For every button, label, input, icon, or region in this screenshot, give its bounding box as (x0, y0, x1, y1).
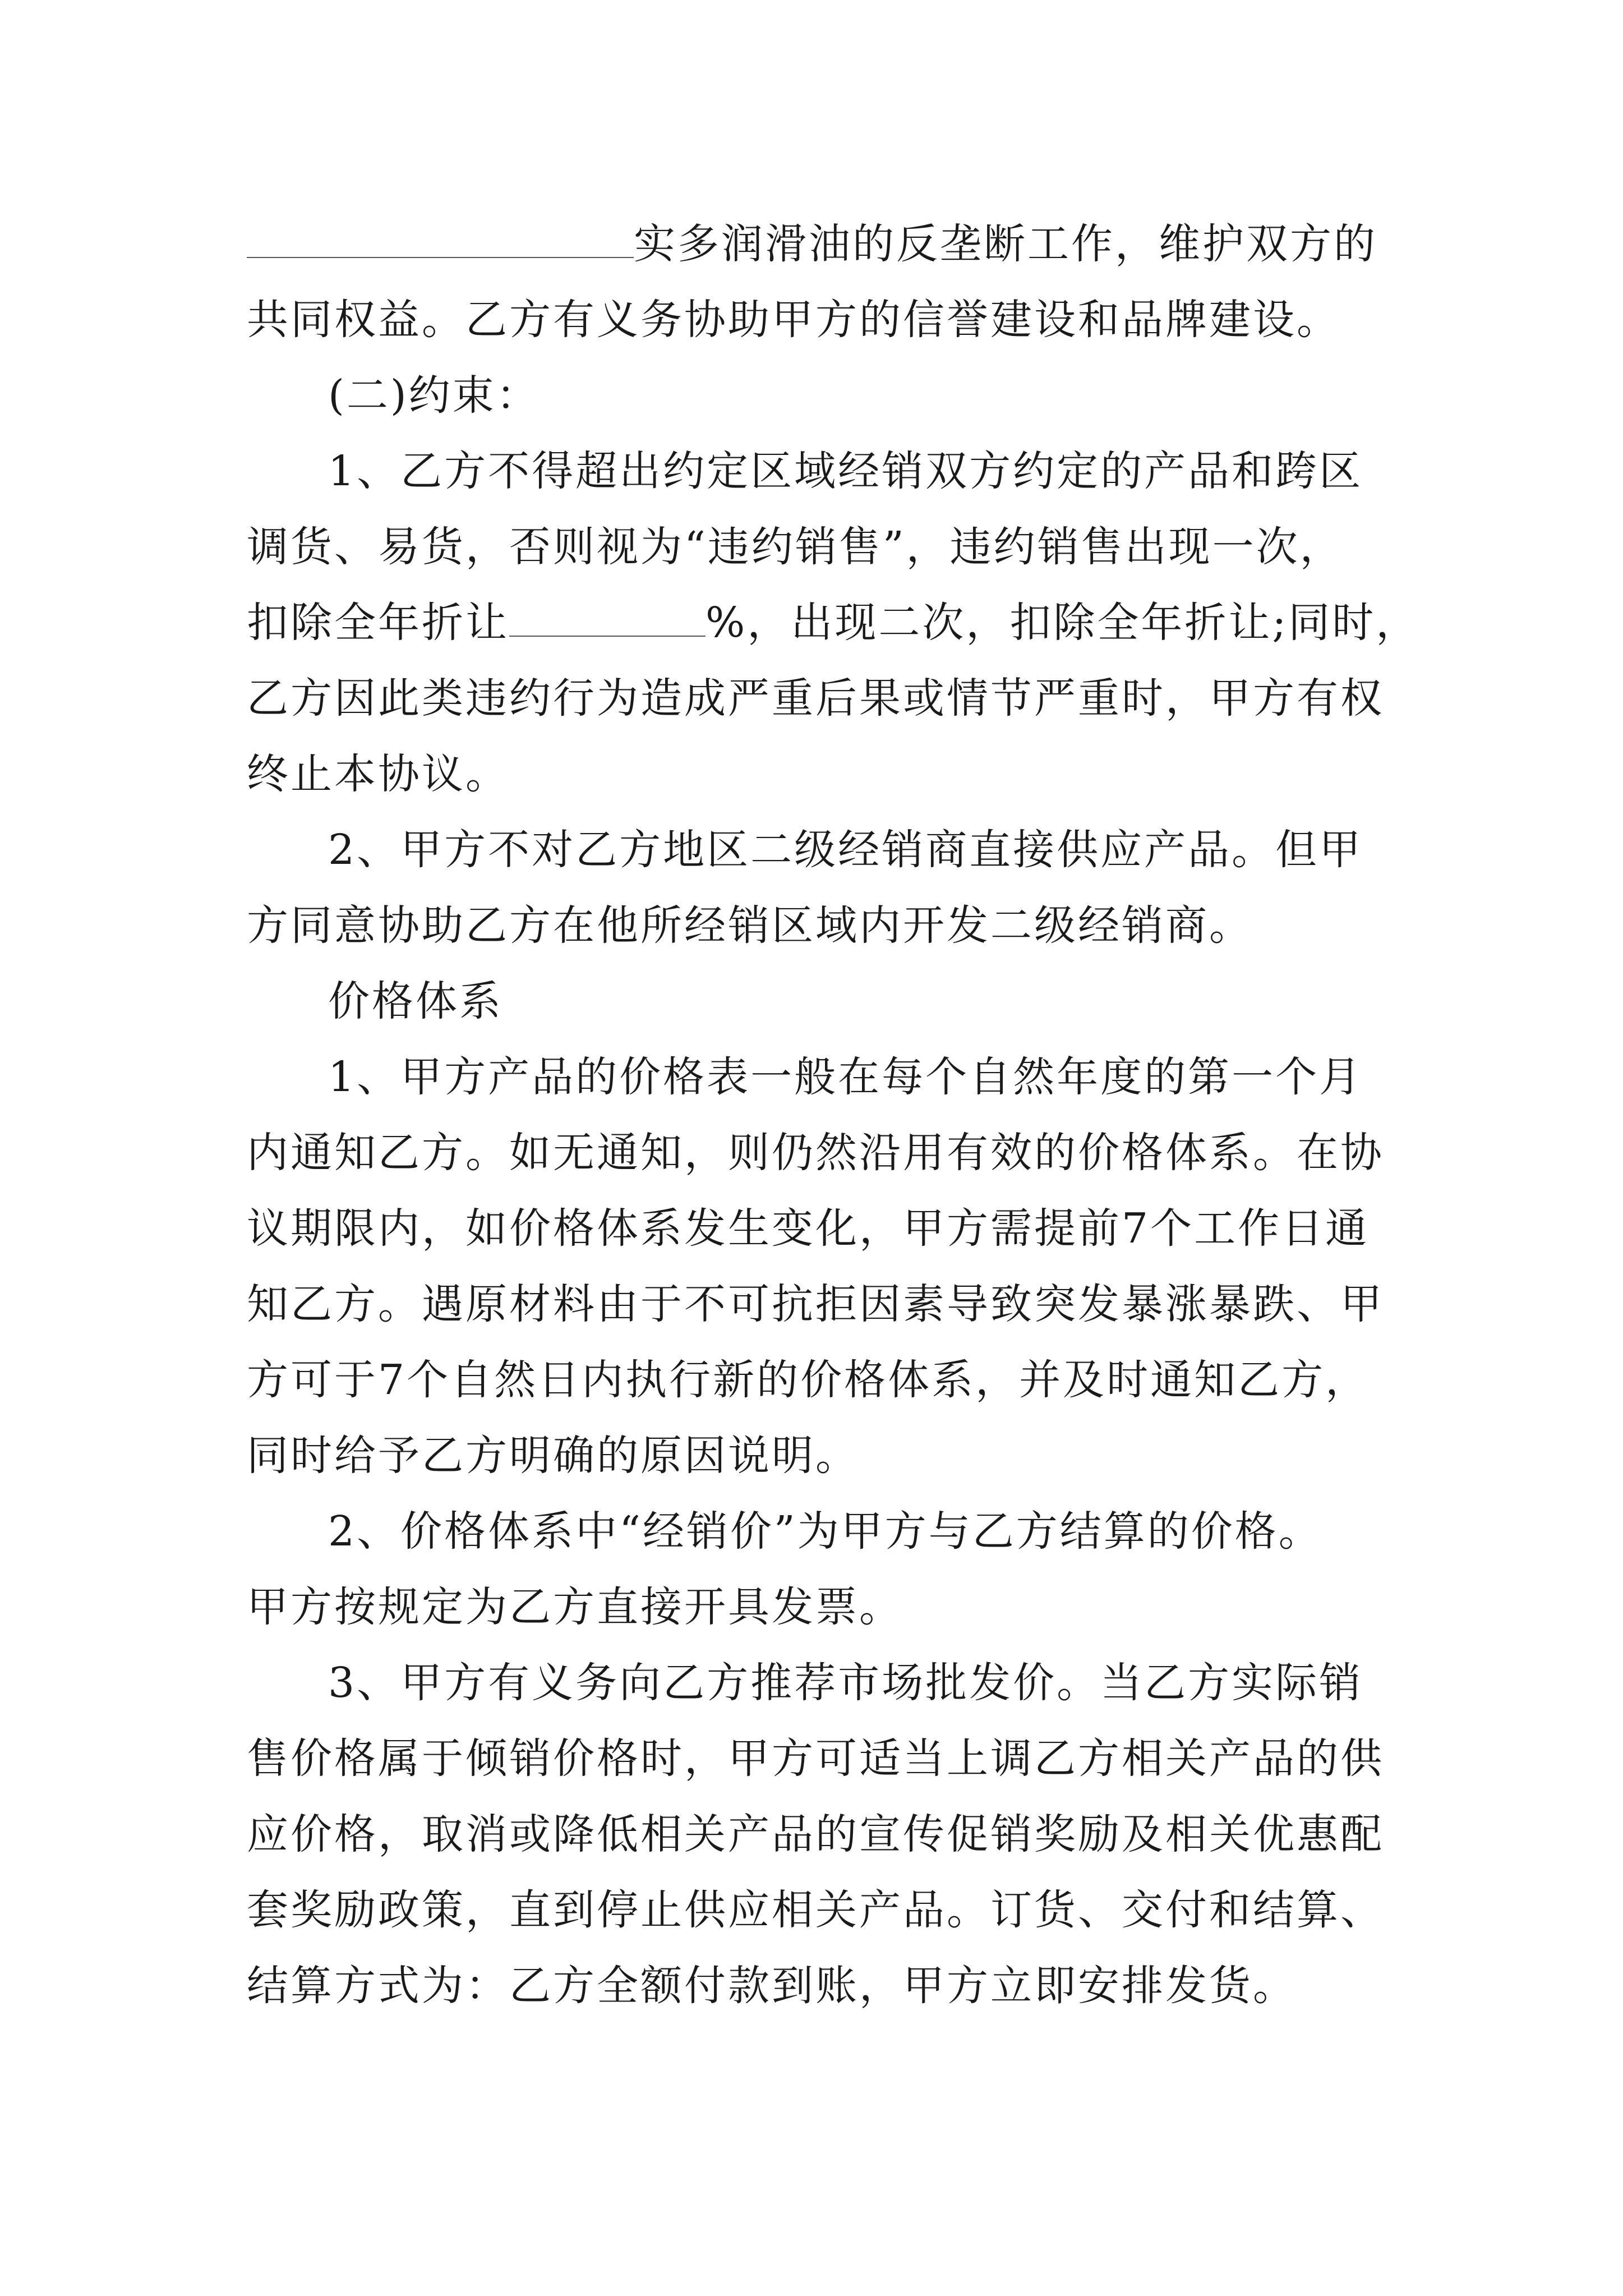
line-text: %，出现二次，扣除全年折让;同时， (706, 599, 1420, 647)
paragraph-line (247, 581, 1419, 665)
line-text: 方可于7个自然日内执行新的价格体系，并及时通知乙方， (247, 1356, 1370, 1404)
paragraph-line (247, 1186, 1369, 1271)
line-text: 方同意协助乙方在他所经销区域内开发二级经销商。 (247, 901, 1253, 950)
line-text: 价格体系 (328, 977, 503, 1025)
paragraph-line (247, 1565, 903, 1649)
paragraph-line (247, 656, 1384, 740)
section-heading (328, 353, 540, 438)
line-text: 售价格属于倾销价格时，甲方可适当上调乙方相关产品的供 (247, 1734, 1384, 1783)
line-text: 知乙方。遇原材料由于不可抗拒因素导致突发暴涨暴跌、甲 (247, 1280, 1384, 1328)
paragraph-line (247, 1338, 1369, 1422)
line-text: 扣除全年折让 (247, 599, 509, 647)
paragraph-line (247, 1414, 859, 1498)
paragraph-line (247, 278, 1340, 362)
paragraph-line (328, 1035, 1363, 1119)
line-text: 终止本协议。 (247, 750, 509, 798)
paragraph-line (247, 202, 1377, 286)
fill-in-blank (509, 585, 706, 637)
paragraph-line (247, 884, 1253, 968)
line-text: 套奖励政策，直到停止供应相关产品。订货、交付和结算、 (247, 1886, 1384, 1934)
line-text: 1、乙方不得超出约定区域经销双方约定的产品和跨区 (328, 447, 1363, 495)
paragraph-line (247, 732, 509, 816)
line-text: 实多润滑油的反垄断工作，维护双方的 (634, 220, 1377, 268)
line-text: 应价格，取消或降低相关产品的宣传促销奖励及相关优惠配 (247, 1810, 1384, 1858)
fill-in-blank (247, 206, 634, 258)
paragraph-line (247, 1868, 1384, 1952)
paragraph-line (247, 1111, 1384, 1195)
section-heading (328, 959, 503, 1043)
line-text: 甲方按规定为乙方直接开具发票。 (247, 1583, 903, 1631)
line-text: 同时给予乙方明确的原因说明。 (247, 1432, 859, 1480)
line-text: 共同权益。乙方有义务协助甲方的信誉建设和品牌建设。 (247, 296, 1340, 344)
paragraph-line (247, 1944, 1297, 2028)
line-text: 内通知乙方。如无通知，则仍然沿用有效的价格体系。在协 (247, 1129, 1384, 1177)
line-text: 3、甲方有义务向乙方推荐市场批发价。当乙方实际销 (328, 1659, 1363, 1707)
paragraph-line (247, 1717, 1384, 1801)
paragraph-line (328, 429, 1363, 513)
paragraph-line (328, 1641, 1363, 1725)
line-text: 调货、易货，否则视为“违约销售”，违约销售出现一次， (247, 523, 1344, 571)
line-text: 1、甲方产品的价格表一般在每个自然年度的第一个月 (328, 1053, 1363, 1101)
paragraph-line (328, 808, 1363, 892)
line-text: (二)约束： (328, 371, 540, 420)
paragraph-line (247, 505, 1344, 589)
line-text: 议期限内，如价格体系发生变化，甲方需提前7个工作日通 (247, 1204, 1370, 1253)
line-text: 2、甲方不对乙方地区二级经销商直接供应产品。但甲 (328, 826, 1363, 874)
line-text: 2、价格体系中“经销价”为甲方与乙方结算的价格。 (328, 1507, 1322, 1556)
line-text: 结算方式为：乙方全额付款到账，甲方立即安排发货。 (247, 1962, 1297, 2010)
paragraph-line (247, 1262, 1384, 1346)
paragraph-line (328, 1489, 1322, 1573)
line-text: 乙方因此类违约行为造成严重后果或情节严重时，甲方有权 (247, 674, 1384, 723)
paragraph-line (247, 1792, 1384, 1876)
